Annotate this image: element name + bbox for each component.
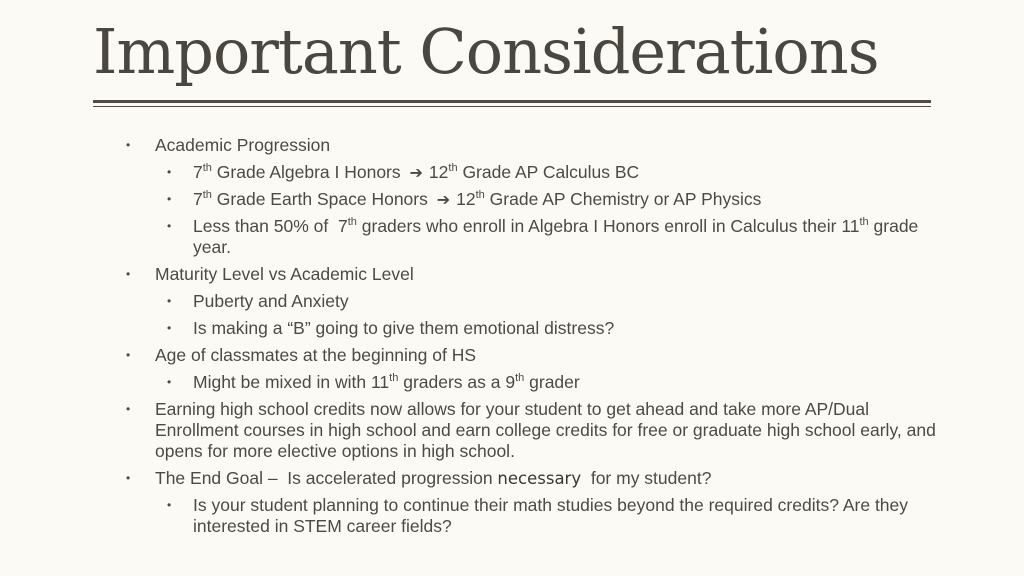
grade-number: 7 xyxy=(193,189,203,209)
bullet-text: grade year. xyxy=(193,216,919,257)
bullet-text: Is your student planning to continue their math studies beyond the required credits? Are they interested in STEM career fields? xyxy=(193,495,909,536)
bullet-icon: • xyxy=(126,402,131,416)
grade-number: 12 xyxy=(456,189,476,209)
bullet-icon: • xyxy=(167,321,172,335)
bullet-list xyxy=(126,135,946,543)
grade-number: 7 xyxy=(337,216,348,236)
ordinal-suffix: th xyxy=(859,216,869,229)
bullet-text: Grade Algebra I Honors xyxy=(211,162,401,182)
ordinal-suffix: th xyxy=(389,372,399,385)
grade-number: 11 xyxy=(371,372,390,392)
ordinal-suffix: th xyxy=(347,216,357,229)
bullet-text: The End Goal – Is accelerated progression xyxy=(155,468,498,488)
title-divider-thin xyxy=(93,106,931,107)
title-divider-thick xyxy=(93,100,931,103)
bullet-academic-progression xyxy=(126,135,946,156)
bullet-icon: • xyxy=(167,498,172,512)
bullet-making-b xyxy=(126,318,946,339)
bullet-text: Maturity Level vs Academic Level xyxy=(155,264,414,284)
bullet-student-planning xyxy=(126,495,946,537)
bullet-text: Puberty and Anxiety xyxy=(193,291,349,311)
bullet-icon: • xyxy=(167,294,172,308)
bullet-icon: • xyxy=(167,219,172,233)
ordinal-suffix: th xyxy=(475,189,485,202)
bullet-text: graders as a xyxy=(398,372,506,392)
bullet-icon: • xyxy=(126,267,131,281)
bullet-icon: • xyxy=(167,192,172,206)
ordinal-suffix: th xyxy=(448,162,458,175)
bullet-text: Is making a “B” going to give them emotional distress? xyxy=(193,318,615,338)
bullet-icon: • xyxy=(126,348,131,362)
bullet-icon: • xyxy=(126,138,131,152)
bullet-mixed-grades xyxy=(126,372,946,393)
bullet-icon: • xyxy=(167,165,172,179)
bullet-text: Grade AP Calculus BC xyxy=(457,162,640,182)
bullet-maturity-level xyxy=(126,264,946,285)
bullet-icon: • xyxy=(126,471,131,485)
bullet-text: Earning high school credits now allows for your student to get ahead and take more AP/Dual Enrollment courses in high school and earn college credits for free or graduate high school early, and opens for more elective options in high school. xyxy=(155,399,936,461)
grade-number: 11 xyxy=(841,216,860,236)
bullet-text: Age of classmates at the beginning of HS xyxy=(155,345,477,365)
bullet-earning-credits xyxy=(126,399,946,462)
grade-number: 12 xyxy=(428,162,449,182)
bullet-text: Less than 50% of xyxy=(193,216,338,236)
ordinal-suffix: th xyxy=(202,189,212,202)
grade-number: 7 xyxy=(193,162,203,182)
bullet-text: Grade AP Chemistry or AP Physics xyxy=(484,189,762,209)
bullet-less-than-50-percent xyxy=(126,216,946,258)
arrow-right-icon: ➔ xyxy=(436,190,451,209)
arrow-right-icon: ➔ xyxy=(409,163,423,182)
bullet-text: grader xyxy=(524,372,580,392)
bullet-text: Might be mixed in with xyxy=(193,372,371,392)
emphasized-word: necessary xyxy=(497,469,582,488)
bullet-earth-space-to-ap xyxy=(126,189,946,210)
ordinal-suffix: th xyxy=(202,162,212,175)
bullet-text: Academic Progression xyxy=(155,135,331,155)
slide-title: Important Considerations xyxy=(93,15,879,88)
bullet-text: Grade Earth Space Honors xyxy=(211,189,428,209)
ordinal-suffix: th xyxy=(515,372,525,385)
grade-number: 9 xyxy=(505,372,516,392)
bullet-age-of-classmates xyxy=(126,345,946,366)
bullet-text: graders who enroll in Algebra I Honors enroll in Calculus their xyxy=(356,216,842,236)
bullet-end-goal xyxy=(126,468,946,489)
bullet-algebra-to-calculus xyxy=(126,162,946,183)
bullet-puberty-anxiety xyxy=(126,291,946,312)
bullet-icon: • xyxy=(167,375,172,389)
bullet-text: for my student? xyxy=(581,468,712,488)
